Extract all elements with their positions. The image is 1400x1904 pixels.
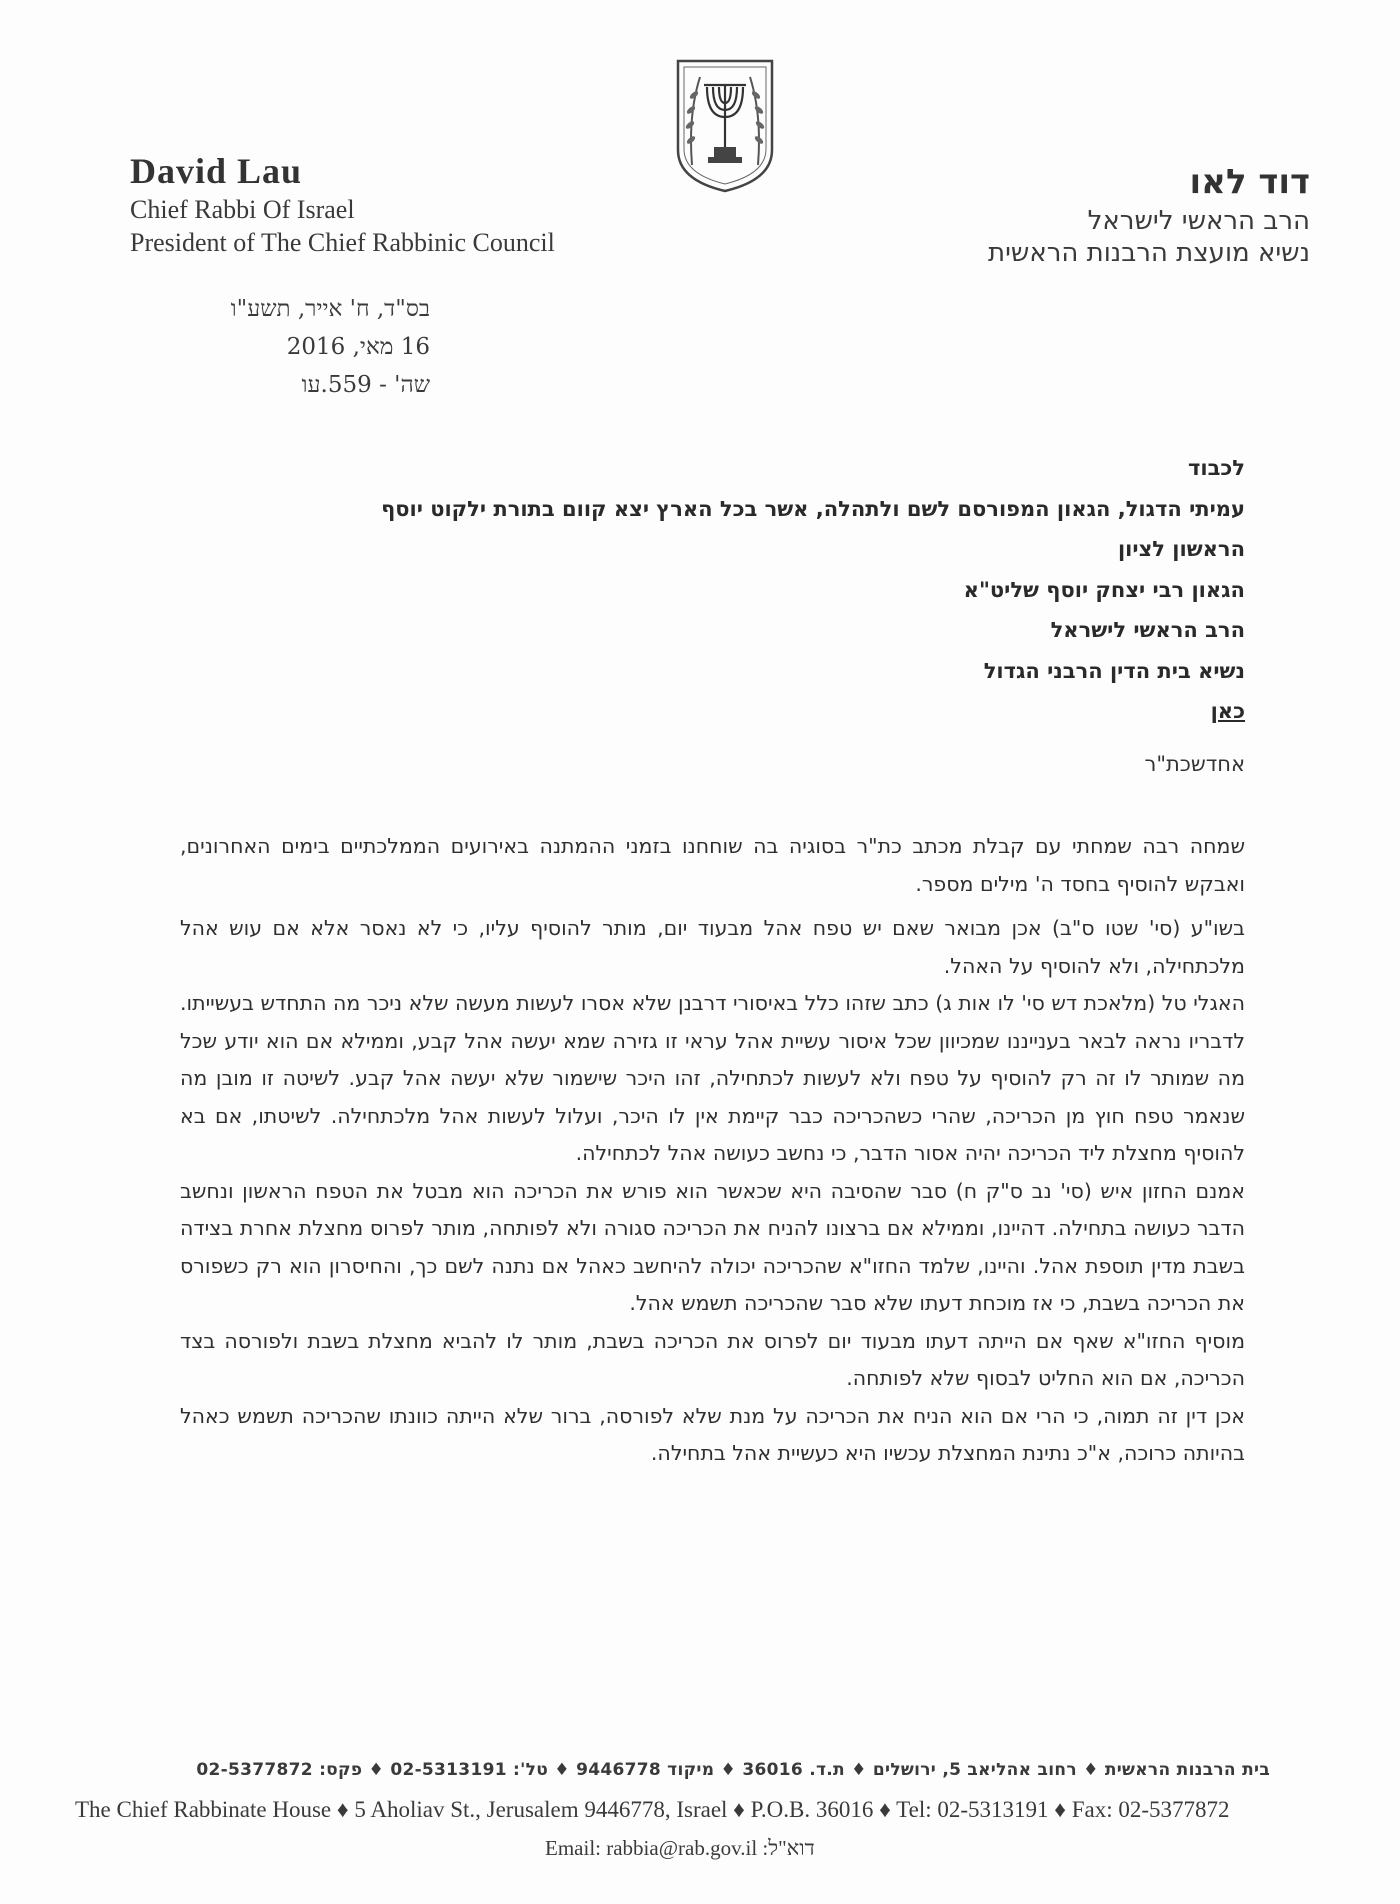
reference-number: שה' - 559.עו xyxy=(301,372,430,398)
greeting: אחדשכת"ר xyxy=(1144,752,1245,776)
menorah-emblem-icon xyxy=(670,55,780,195)
hebrew-title-chief-rabbi: הרב הראשי לישראל xyxy=(1087,206,1310,236)
addressee-line: הגאון רבי יצחק יוסף שליט"א xyxy=(963,577,1245,602)
hebrew-date: בס"ד, ח' אייר, תשע"ו xyxy=(230,296,430,322)
footer-hebrew-address: בית הרבנות הראשית ♦ רחוב אהליאב 5, ירושלים ♦ ת.ד. 36016 ♦ מיקוד 9446778 ♦ טל': 02-5313191 ♦ פקס: 02-5377872 xyxy=(196,1760,1270,1780)
body-paragraph-1 xyxy=(180,828,1245,903)
gregorian-date: 16 מאי, 2016 xyxy=(286,334,430,360)
addressee-location: כאן xyxy=(1210,699,1245,723)
addressee-line: הרב הראשי לישראל xyxy=(1050,618,1245,642)
footer-email: Email: rabbia@rab.gov.il :דוא"ל xyxy=(545,1836,815,1860)
paragraph-text: שמחה רבה שמחתי עם קבלת מכתב כת"ר בסוגיה בה שוחחנו בזמני ההמתנה באירועים הממלכתיים בימים האחרונים, ואבקש להוסיף בחסד ה' מילים מספר. xyxy=(180,834,1245,896)
english-title-chief-rabbi: Chief Rabbi Of Israel xyxy=(130,195,355,224)
body-paragraph-2 xyxy=(180,910,1245,1473)
addressee-line: עמיתי הדגול, הגאון המפורסם לשם ולתהלה, אשר בכל הארץ יצא קוום בתורת ילקוט יוסף xyxy=(381,496,1245,521)
paragraph-text: אמנם החזון איש (סי' נב ס"ק ח) סבר שהסיבה היא שכאשר הוא פורש את הכריכה הוא מבטל את הטפח הראשון ונחשב הדבר כעושה בתחילה. דהיינו, וממילא אם ברצונו להניח את הכריכה סגורה ולא לפותחה, מותר לפרוס מחצלת אחרת בצידה בשבת מדין תוספת אהל. והיינו, שלמד החזו"א שהכריכה יכולה להיחשב כאהל אם נתנה לשם כך, והחיסרון הוא רק כשפורס את הכריכה בשבת, כי אז מוכחת דעתו שלא סבר שהכריכה תשמש אהל. xyxy=(180,1178,1245,1315)
english-name: David Lau xyxy=(130,151,303,191)
paragraph-text: אכן דין זה תמוה, כי הרי אם הוא הניח את הכריכה על מנת שלא לפורסה, ברור שלא הייתה כוונתו שהכריכה תשמש כאהל בהיותה כרוכה, א"כ נתינת המחצלת עכשיו היא כעשיית אהל בתחילה. xyxy=(180,1403,1245,1465)
hebrew-name: דוד לאו xyxy=(1189,162,1310,202)
english-title-president: President of The Chief Rabbinic Council xyxy=(130,228,555,257)
paragraph-text: האגלי טל (מלאכת דש סי' לו אות ג) כתב שזהו כלל באיסורי דרבנן שלא אסרו לעשות מעשה שלא ניכר מה התחדש בעשייתו. לדבריו נראה לבאר בענייננו שמכיוון שכל איסור עשיית אהל עראי זו גזירה שמא יעשה אהל קבע, וממילא אם הוא יודע שכל מה שמותר לו זה רק להוסיף על טפח ולא לעשות לכתחילה, זהו היכר שישמור שלא יעשה אהל קבע. לשיטה זו מובן מה שנאמר טפח חוץ מן הכריכה, שהרי כשהכריכה כבר קיימת אין לו היכר, ועלול לעשות אהל מלכתחילה. לשיטתו, אם בא להוסיף מחצלת ליד הכריכה יהיה אסור הדבר, כי נחשב כעושה אהל לכתחילה. xyxy=(180,991,1245,1165)
addressee-line: הראשון לציון xyxy=(1117,537,1245,561)
paragraph-text: בשו"ע (סי' שטו ס"ב) אכן מבואר שאם יש טפח אהל מבעוד יום, מותר להוסיף עליו, כי לא נאסר אלא אם עוש אהל מלכתחילה, ולא להוסיף על האהל. xyxy=(180,916,1245,978)
addressee-line: נשיא בית הדין הרבני הגדול xyxy=(983,658,1245,683)
date-block xyxy=(180,290,430,404)
addressee-line: לכבוד xyxy=(1188,456,1245,480)
addressee-block xyxy=(381,448,1245,732)
paragraph-text: מוסיף החזו"א שאף אם הייתה דעתו מבעוד יום לפרוס את הכריכה בשבת, מותר לו להביא מחצלת בשבת ולפורסה בצד הכריכה, אם הוא החליט לבסוף שלא לפותחה. xyxy=(180,1328,1245,1390)
footer-english-address: The Chief Rabbinate House ♦ 5 Aholiav St., Jerusalem 9446778, Israel ♦ P.O.B. 36016 ♦ Tel: 02-5313191 ♦ Fax: 02-5377872 xyxy=(75,1797,1230,1822)
hebrew-title-president: נשיא מועצת הרבנות הראשית xyxy=(988,238,1310,268)
